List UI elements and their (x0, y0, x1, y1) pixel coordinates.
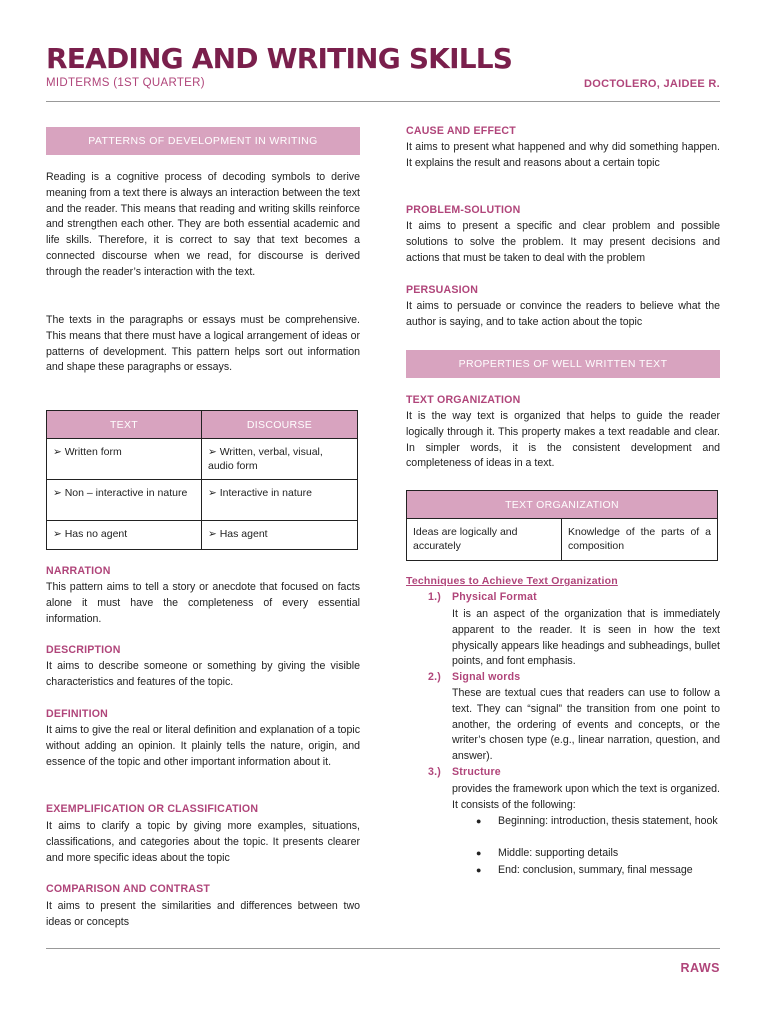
heading-cause-effect: CAUSE AND EFFECT (406, 125, 516, 137)
text-organization-table (406, 490, 718, 561)
technique-text-structure: provides the framework upon which the text is organized. It consists of the following: (452, 783, 720, 811)
page-title: READING AND WRITING SKILLS (46, 42, 513, 75)
footer-label: RAWS (680, 961, 720, 975)
author-name: DOCTOLERO, JAIDEE R. (584, 78, 720, 90)
structure-bullet-middle: ● Middle: supporting details (498, 846, 720, 862)
org-table-header: TEXT ORGANIZATION (407, 491, 718, 519)
table-cell: ➢ Written, verbal, visual, audio form (202, 439, 358, 480)
structure-bullet-beginning: ● Beginning: introduction, thesis statement, hook (498, 814, 720, 830)
intro-paragraph-1: Reading is a cognitive process of decoding symbols to derive meaning from a text there is always an interaction between the text and the reader. This means that reading and writing skills reinforce and strengthen each other. They are both essential academic and life skills. Therefore, it is correct to say that text becomes a connected discourse when we read, for discourse is derived through the reader’s interaction with the text. (46, 171, 360, 278)
page-subtitle: MIDTERMS (1ST QUARTER) (46, 77, 205, 89)
table-cell: ➢ Has agent (202, 521, 358, 550)
table-row (407, 519, 718, 561)
technique-title-structure: Structure (452, 766, 501, 778)
text-persuasion: It aims to persuade or convince the readers to believe what the author is saying, and to take action about the topic (406, 300, 720, 328)
text-problem-solution: It aims to present a specific and clear problem and possible solutions to solve the problem. It may present decisions and actions that must be taken to deal with the problem (406, 220, 720, 264)
text-cause-effect: It aims to present what happened and why did something happen. It explains the result and reasons about a certain topic (406, 141, 720, 169)
table-row (47, 480, 358, 521)
section-bar-properties: PROPERTIES OF WELL WRITTEN TEXT (406, 350, 720, 378)
heading-text-organization: TEXT ORGANIZATION (406, 394, 521, 406)
table-cell: ➢ Written form (47, 439, 202, 480)
heading-definition: DEFINITION (46, 708, 109, 720)
text-text-organization: It is the way text is organized that helps to guide the reader logically through it. This property makes a text readable and clear. In simpler words, it is the consistent development and completeness of ideas in a text. (406, 410, 720, 470)
intro-paragraph-2: The texts in the paragraphs or essays must be comprehensive. This means that there must have a logical arrangement of ideas or patterns of development. This pattern helps sort out information and shape these paragraphs or essays. (46, 314, 360, 374)
text-comparison: It aims to present the similarities and differences between two ideas or concepts (46, 900, 360, 928)
heading-problem-solution: PROBLEM-SOLUTION (406, 204, 521, 216)
table-cell: ➢ Interactive in nature (202, 480, 358, 521)
technique-number: 1.) (428, 591, 441, 603)
table-cell: ➢ Has no agent (47, 521, 202, 550)
technique-number: 2.) (428, 671, 441, 683)
table-header-discourse: DISCOURSE (202, 411, 358, 439)
text-discourse-table (46, 410, 358, 550)
table-cell: ➢ Non – interactive in nature (47, 480, 202, 521)
text-narration: This pattern aims to tell a story or anecdote that focused on facts alone it must have the completeness of every essential information. (46, 581, 360, 625)
technique-text-signal-words: These are textual cues that readers can use to follow a text. They can “signal” the transition from one point to another, the ordering of events and concepts, or the writer’s chosen type (e.g., linear narration, question, and answer). (452, 687, 720, 763)
table-cell: Knowledge of the parts of a composition (562, 519, 718, 561)
technique-title-signal-words: Signal words (452, 671, 521, 683)
heading-exemplification: EXEMPLIFICATION OR CLASSIFICATION (46, 803, 259, 815)
structure-bullet-end: ● End: conclusion, summary, final message (498, 863, 720, 879)
table-header-text: TEXT (47, 411, 202, 439)
text-definition: It aims to give the real or literal definition and explanation of a topic without adding an opinion. It plainly tells the nature, origin, and essence of the topic and other important information about it. (46, 724, 360, 768)
text-exemplification: It aims to clarify a topic by giving more examples, situations, classifications, and categories about the topic. It presents clearer and more specific ideas about the topic (46, 820, 360, 864)
table-row (47, 439, 358, 480)
technique-title-physical-format: Physical Format (452, 591, 537, 603)
section-bar-patterns: PATTERNS OF DEVELOPMENT IN WRITING (46, 127, 360, 155)
heading-narration: NARRATION (46, 565, 111, 577)
technique-text-physical-format: It is an aspect of the organization that is immediately apparent to the reader. It is seen in how the text physically appears like headings and subheadings, bullet points, and font emphasis. (452, 608, 720, 668)
heading-techniques: Techniques to Achieve Text Organization (406, 575, 618, 587)
footer-divider (46, 948, 720, 949)
heading-comparison: COMPARISON AND CONTRAST (46, 883, 211, 895)
table-row (47, 521, 358, 550)
heading-persuasion: PERSUASION (406, 284, 479, 296)
text-description: It aims to describe someone or something by giving the visible characteristics and features of the topic. (46, 660, 360, 688)
technique-number: 3.) (428, 766, 441, 778)
heading-description: DESCRIPTION (46, 644, 121, 656)
header-divider (46, 101, 720, 102)
table-cell: Ideas are logically and accurately (407, 519, 562, 561)
